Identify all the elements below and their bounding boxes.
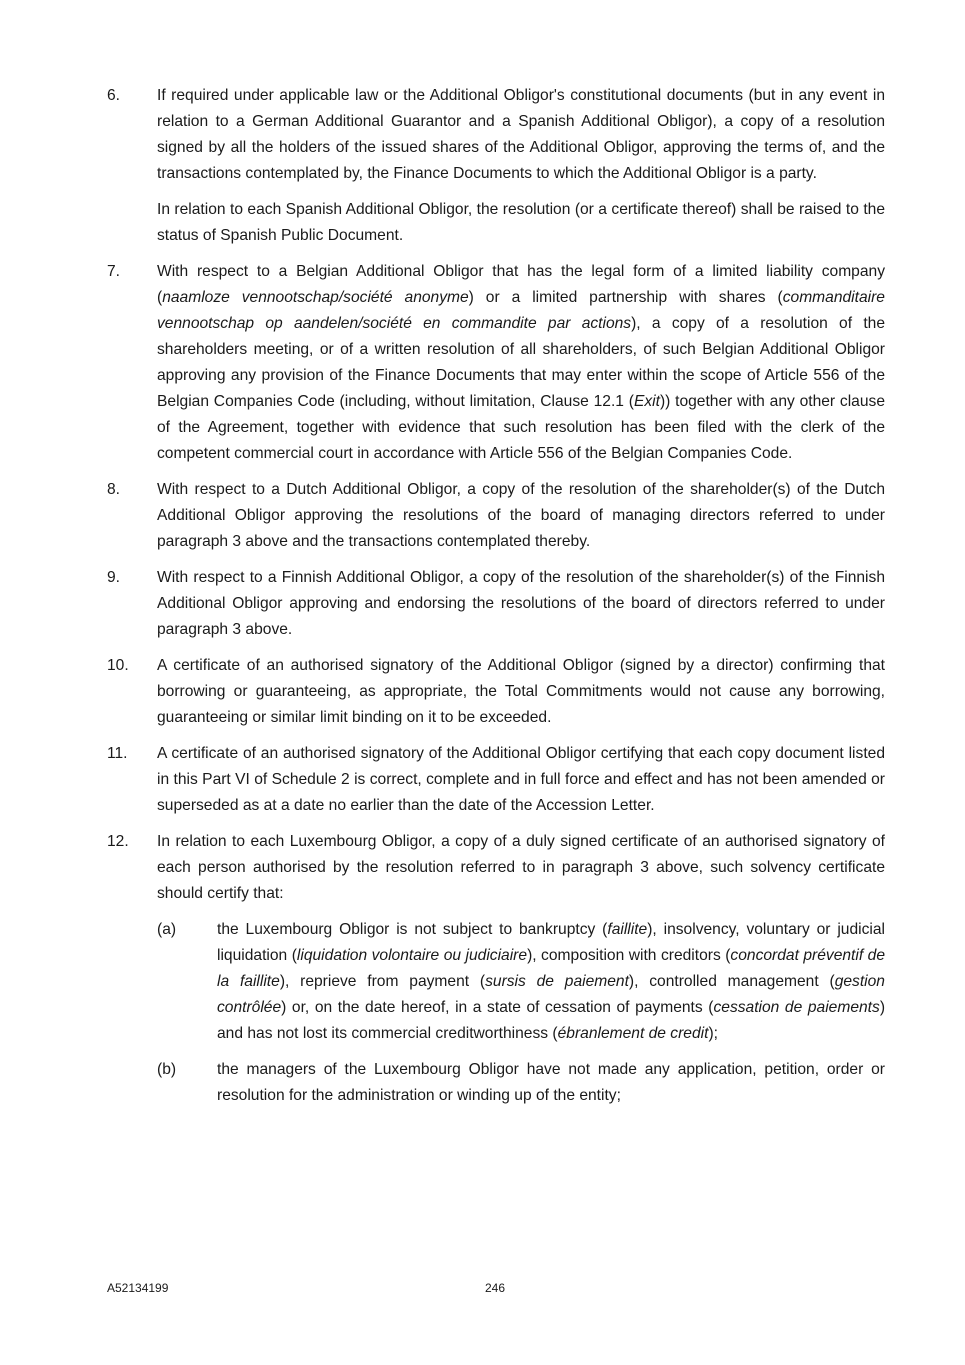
item-body bbox=[157, 477, 885, 555]
paragraph bbox=[157, 829, 885, 907]
italic-term: cessation de paiements bbox=[713, 999, 880, 1016]
item-body bbox=[157, 653, 885, 731]
text-run: With respect to a Belgian Additional Obligor that has the legal form of a limited liability company ( bbox=[157, 263, 885, 306]
item-body bbox=[157, 829, 885, 1109]
text-run: In relation to each Spanish Additional Obligor, the resolution (or a certificate thereof) shall be raised to the status of Spanish Public Document. bbox=[157, 201, 885, 244]
text-run: )) together with any other clause of the Agreement, together with evidence that such resolution has been filed with the clerk of the competent commercial court in accordance with Article 556 of the Belgian Companies Code. bbox=[157, 393, 885, 462]
item-number: 6. bbox=[107, 87, 121, 104]
italic-term: liquidation volontaire ou judiciaire bbox=[296, 947, 528, 964]
list-item bbox=[107, 477, 885, 555]
text-run: ), insolvency, voluntary or judicial liquidation ( bbox=[217, 921, 885, 964]
item-number: 9. bbox=[107, 569, 121, 586]
text-run: ), composition with creditors ( bbox=[527, 947, 731, 964]
text-run: With respect to a Dutch Additional Obligor, a copy of the resolution of the shareholder(s) of the Dutch Additional Obligor approving the resolutions of the board of managing directors referred to under paragraph 3 above and the transactions contemplated thereby. bbox=[157, 481, 885, 550]
item-number: 12. bbox=[107, 833, 129, 850]
numbered-list bbox=[107, 83, 885, 1109]
item-body bbox=[157, 565, 885, 643]
item-number: 10. bbox=[107, 657, 129, 674]
italic-term: ébranlement de credit bbox=[557, 1025, 709, 1042]
text-run: With respect to a Finnish Additional Obligor, a copy of the resolution of the shareholder(s) of the Finnish Additional Obligor approving and endorsing the resolutions of the board of directors referred to under paragraph 3 above. bbox=[157, 569, 885, 638]
sub-item-text bbox=[217, 917, 885, 1047]
sub-item-text bbox=[217, 1057, 885, 1109]
document-reference: A52134199 bbox=[107, 1281, 169, 1295]
text-run: A certificate of an authorised signatory of the Additional Obligor (signed by a director) confirming that borrowing or guaranteeing, as appropriate, the Total Commitments would not cause any borrowing, guaranteeing or similar limit binding on it to be exceeded. bbox=[157, 657, 885, 726]
item-body bbox=[157, 259, 885, 467]
text-run: the managers of the Luxembourg Obligor have not made any application, petition, order or resolution for the administration or winding up of the entity; bbox=[217, 1061, 885, 1104]
item-body bbox=[157, 83, 885, 249]
italic-term: faillite bbox=[607, 921, 648, 938]
list-item bbox=[107, 829, 885, 1109]
italic-term: concordat préventif de la faillite bbox=[217, 947, 886, 990]
list-item bbox=[107, 653, 885, 731]
paragraph bbox=[157, 83, 885, 187]
text-run: ) or a limited partnership with shares ( bbox=[468, 289, 783, 306]
italic-term: commanditaire vennootschap op aandelen/société en commandite par actions bbox=[157, 289, 885, 332]
text-run: ), reprieve from payment ( bbox=[279, 973, 486, 990]
text-run: A certificate of an authorised signatory of the Additional Obligor certifying that each copy document listed in this Part VI of Schedule 2 is correct, complete and in full force and effect and has not been amended or superseded as at a date no earlier than the date of the Accession Letter. bbox=[157, 745, 885, 814]
page-number: 246 bbox=[485, 1281, 506, 1295]
document-page bbox=[107, 83, 885, 1119]
paragraph bbox=[157, 741, 885, 819]
text-run: ), controlled management ( bbox=[628, 973, 835, 990]
list-item bbox=[107, 741, 885, 819]
item-number: 11. bbox=[107, 745, 128, 762]
item-number: 8. bbox=[107, 481, 121, 498]
item-body bbox=[157, 741, 885, 819]
paragraph bbox=[157, 565, 885, 643]
text-run: ) or, on the date hereof, in a state of cessation of payments ( bbox=[281, 999, 714, 1016]
sub-item bbox=[157, 917, 885, 1047]
paragraph bbox=[157, 259, 885, 467]
text-run: the Luxembourg Obligor is not subject to bankruptcy ( bbox=[217, 921, 608, 938]
text-run: ), a copy of a resolution of the shareholders meeting, or of a written resolution of all shareholders, of such Belgian Additional Obligor approving any provision of the Finance Documents that may enter within the scope of Article 556 of the Belgian Companies Code (including, without limitation, Clause 12.1 ( bbox=[157, 315, 885, 410]
paragraph bbox=[157, 653, 885, 731]
item-number: 7. bbox=[107, 263, 121, 280]
text-run: In relation to each Luxembourg Obligor, a copy of a duly signed certificate of an authorised signatory of each person authorised by the resolution referred to in paragraph 3 above, such solvency certificate should certify that: bbox=[157, 833, 885, 902]
italic-term: gestion contrôlée bbox=[217, 973, 885, 1016]
paragraph bbox=[157, 197, 885, 249]
list-item bbox=[107, 83, 885, 249]
sub-item bbox=[157, 1057, 885, 1109]
paragraph bbox=[157, 477, 885, 555]
list-item bbox=[107, 565, 885, 643]
sub-item-number: (a) bbox=[157, 921, 177, 938]
list-item bbox=[107, 259, 885, 467]
sub-item-number: (b) bbox=[157, 1061, 177, 1078]
italic-term: Exit bbox=[633, 393, 660, 410]
text-run: If required under applicable law or the Additional Obligor's constitutional documents (but in any event in relation to a German Additional Guarantor and a Spanish Additional Obligor), a copy of a resolution signed by all the holders of the issued shares of the Additional Obligor, approving the terms of, and the transactions contemplated by, the Finance Documents to which the Additional Obligor is a party. bbox=[157, 87, 885, 182]
italic-term: sursis de paiement bbox=[485, 973, 629, 990]
text-run: ) and has not lost its commercial creditworthiness ( bbox=[217, 999, 886, 1042]
italic-term: naamloze vennootschap/société anonyme bbox=[162, 289, 469, 306]
text-run: ); bbox=[708, 1025, 718, 1042]
